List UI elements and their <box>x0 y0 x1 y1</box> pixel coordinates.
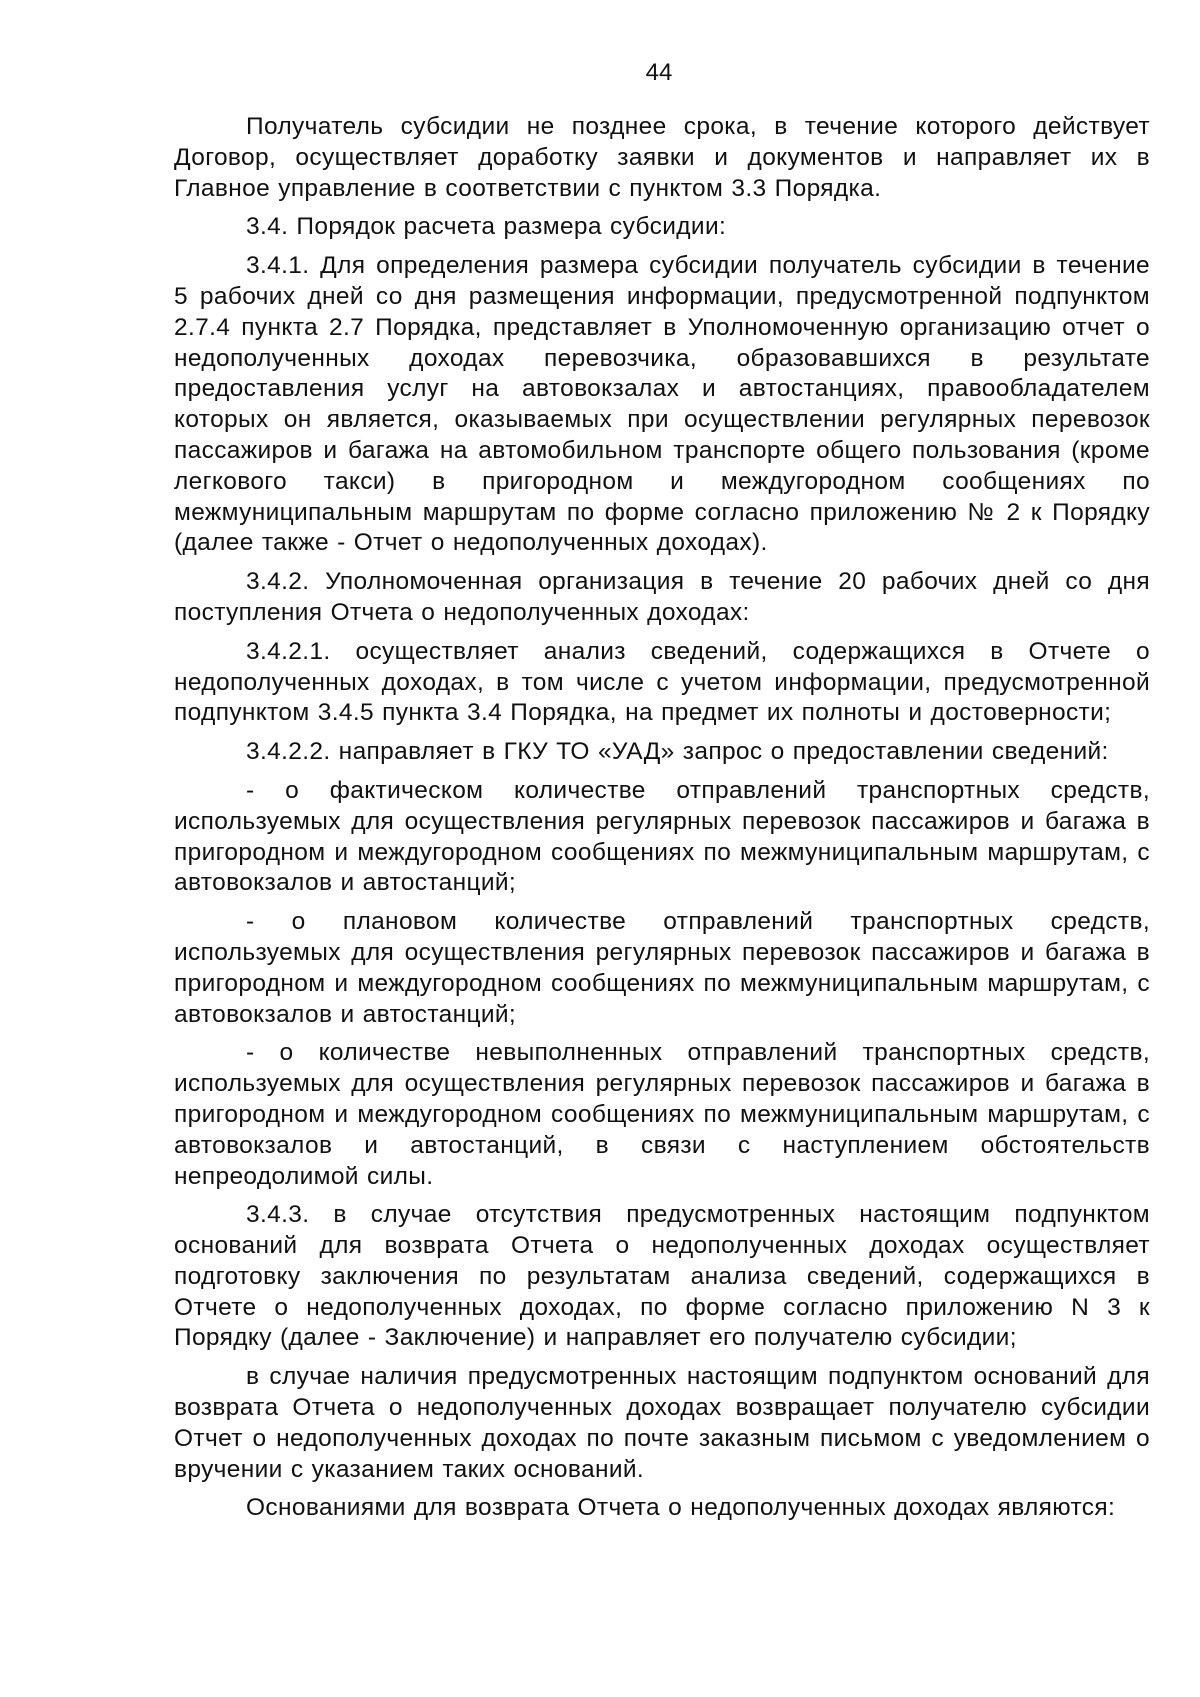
paragraph-recipient-revision: Получатель субсидии не позднее срока, в течение которого действует Договор, осуществляет доработку заявки и документов и направляет их в Главное управление в соответствии с пунктом 3.3 Порядка. <box>174 113 1150 202</box>
document-body <box>174 112 1150 1532</box>
list-item-planned-departures: - о плановом количестве отправлений транспортных средств, используемых для осуществления регулярных перевозок пассажиров и багажа в пригородном и междугородном сообщениях по межмуниципальным маршрутам, с автовокзалов и автостанций; <box>174 908 1150 1028</box>
paragraph-3-4: 3.4. Порядок расчета размера субсидии: <box>246 213 727 241</box>
list-item-actual-departures: - о фактическом количестве отправлений транспортных средств, используемых для осуществления регулярных перевозок пассажиров и багажа в пригородном и междугородном сообщениях по межмуниципальным маршрутам, с автовокзалов и автостанций; <box>174 776 1150 897</box>
paragraph-3-4-3: 3.4.3. в случае отсутствия предусмотренных настоящим подпунктом оснований для возврата Отчета о недополученных доходах осуществляет подготовку заключения по результатам анализа сведений, содержащихся в Отчете о недополученных доходах, по форме согласно приложению N 3 к Порядку (далее - Заключение) и направляет его получателю субсидии; <box>174 1201 1150 1352</box>
paragraph-3-4-2-1: 3.4.2.1. осуществляет анализ сведений, содержащихся в Отчете о недополученных доходах, в том числе с учетом информации, предусмотренной подпунктом 3.4.5 пункта 3.4 Порядка, на предмет их полноты и достоверности; <box>174 637 1150 727</box>
page-number: 44 <box>645 59 673 86</box>
paragraph-3-4-2: 3.4.2. Уполномоченная организация в течение 20 рабочих дней со дня поступления Отчета о недополученных доходах: <box>174 568 1150 626</box>
paragraph-3-4-2-2: 3.4.2.2. направляет в ГКУ ТО «УАД» запрос о предоставлении сведений: <box>246 738 1109 766</box>
paragraph-3-4-1: 3.4.1. Для определения размера субсидии получатель субсидии в течение 5 рабочих дней со дня размещения информации, предусмотренной подпунктом 2.7.4 пункта 2.7 Порядка, представляет в Уполномоченную организацию отчет о недополученных доходах перевозчика, образовавшихся в результате предоставления услуг на автовокзалах и автостанциях, правообладателем которых он является, оказываемых при осуществлении регулярных перевозок пассажиров и багажа на автомобильном транспорте общего пользования (кроме легкового такси) в пригородном и междугородном сообщениях по межмуниципальным маршрутам по форме согласно приложению № 2 к Порядку (далее также - Отчет о недополученных доходах). <box>174 252 1150 557</box>
paragraph-return-report: в случае наличия предусмотренных настоящим подпунктом оснований для возврата Отчета о недополученных доходах возвращает получателю субсидии Отчет о недополученных доходах по почте заказным письмом с уведомлением о вручении с указанием таких оснований. <box>174 1363 1150 1483</box>
paragraph-return-grounds: Основаниями для возврата Отчета о недополученных доходах являются: <box>246 1494 1116 1522</box>
list-item-missed-departures: - о количестве невыполненных отправлений транспортных средств, используемых для осуществления регулярных перевозок пассажиров и багажа в пригородном и междугородном сообщениях по межмуниципальным маршрутам, с автовокзалов и автостанций, в связи с наступлением обстоятельств непреодолимой силы. <box>174 1039 1150 1190</box>
